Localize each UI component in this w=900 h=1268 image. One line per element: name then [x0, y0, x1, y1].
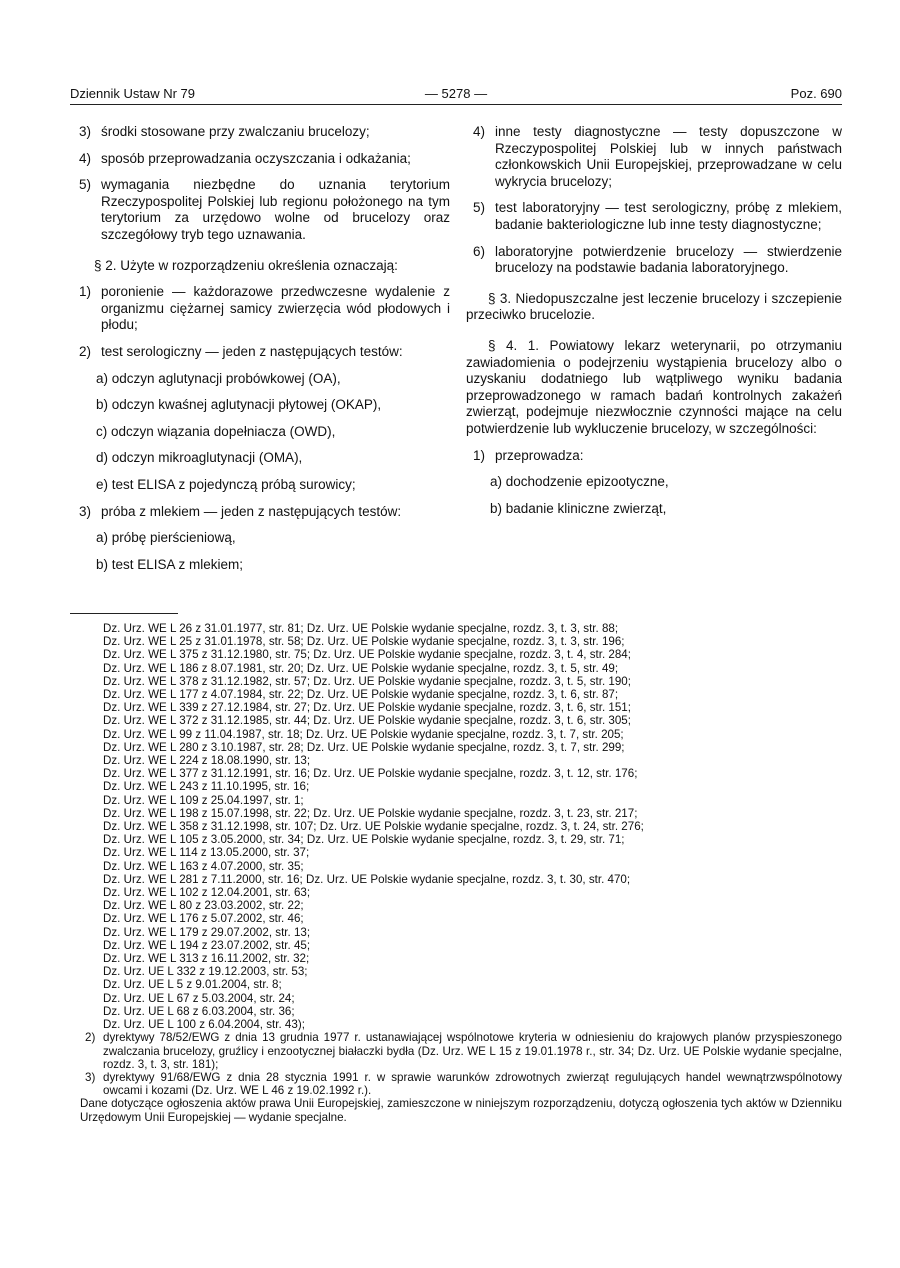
item-text: test laboratoryjny — test serologiczny, próbę z mlekiem, badanie bakteriologiczne lub inne testy diagnostyczne;	[495, 200, 842, 232]
footnote-3	[80, 1071, 842, 1097]
citation-line: Dz. Urz. WE L 109 z 25.04.1997, str. 1;	[103, 793, 304, 807]
page-number: — 5278 —	[424, 86, 488, 101]
item-number: 3)	[79, 503, 92, 519]
citation-line: Dz. Urz. WE L 375 z 31.12.1980, str. 75; Dz. Urz. UE Polskie wydanie specjalne, rozdz. 3, t. 4, str. 284;	[103, 648, 631, 662]
item-text: sposób przeprowadzania oczyszczania i odkażania;	[101, 150, 411, 166]
item-text: inne testy diagnostyczne — testy dopuszczone w Rzeczypospolitej Polskiej lub w innych państwach członkowskich Unii Europejskiej, przeprowadzane w celu wykrycia brucelozy;	[495, 124, 842, 189]
citation-line: Dz. Urz. WE L 99 z 11.04.1987, str. 18; Dz. Urz. UE Polskie wydanie specjalne, rozdz. 3, t. 7, str. 205;	[103, 727, 624, 741]
citation-line: Dz. Urz. UE L 100 z 6.04.2004, str. 43);	[103, 1018, 305, 1032]
sub-item: a) odczyn aglutynacji probówkowej (OA),	[96, 370, 341, 386]
citation-line: Dz. Urz. UE L 67 z 5.03.2004, str. 24;	[103, 991, 295, 1005]
citation-line: Dz. Urz. WE L 224 z 18.08.1990, str. 13;	[103, 754, 311, 768]
list-item	[72, 151, 450, 168]
item-text: poronienie — każdorazowe przedwczesne wydalenie z organizmu ciężarnej samicy zwierzęcia wód płodowych i płodu;	[101, 284, 450, 333]
list-item	[466, 448, 842, 465]
citation-line: Dz. Urz. WE L 179 z 29.07.2002, str. 13;	[103, 925, 311, 939]
citation-line: Dz. Urz. WE L 105 z 3.05.2000, str. 34; Dz. Urz. UE Polskie wydanie specjalne, rozdz. 3, t. 29, str. 71;	[103, 833, 625, 847]
citation-line: Dz. Urz. WE L 186 z 8.07.1981, str. 20; Dz. Urz. UE Polskie wydanie specjalne, rozdz. 3, t. 5, str. 49;	[103, 661, 619, 675]
item-text: przeprowadza:	[495, 447, 584, 463]
item-number: 4)	[473, 124, 486, 139]
citation-line: Dz. Urz. WE L 243 z 11.10.1995, str. 16;	[103, 780, 310, 794]
item-text: środki stosowane przy zwalczaniu brucelozy;	[101, 124, 370, 139]
section-paragraph-2: § 2. Użyte w rozporządzeniu określenia oznaczają:	[94, 257, 398, 273]
citation-line: Dz. Urz. WE L 114 z 13.05.2000, str. 37;	[103, 846, 310, 860]
header-rule	[70, 104, 842, 105]
item-text: próba z mlekiem — jeden z następujących testów:	[101, 503, 402, 519]
citation-line: Dz. Urz. UE L 5 z 9.01.2004, str. 8;	[103, 978, 282, 992]
citation-line: Dz. Urz. WE L 26 z 31.01.1977, str. 81; Dz. Urz. UE Polskie wydanie specjalne, rozdz. 3, t. 3, str. 88;	[103, 622, 619, 635]
journal-title: Dziennik Ustaw Nr 79	[70, 86, 195, 101]
sub-item: a) dochodzenie epizootyczne,	[490, 474, 669, 490]
item-text: wymagania niezbędne do uznania terytorium Rzeczypospolitej Polskiej lub regionu położonego na tym terytorium za urzędowo wolne od brucelozy oraz szczegółowy tryb tego uznawania.	[101, 177, 450, 242]
right-column	[466, 124, 842, 527]
citation-line: Dz. Urz. WE L 198 z 15.07.1998, str. 22; Dz. Urz. UE Polskie wydanie specjalne, rozdz. 3, t. 23, str. 217;	[103, 806, 638, 820]
citation-line: Dz. Urz. UE L 332 z 19.12.2003, str. 53;	[103, 965, 308, 979]
sub-item: a) próbę pierścieniową,	[96, 530, 236, 546]
citation-line: Dz. Urz. WE L 378 z 31.12.1982, str. 57; Dz. Urz. UE Polskie wydanie specjalne, rozdz. 3, t. 5, str. 190;	[103, 674, 631, 688]
citation-line: Dz. Urz. WE L 163 z 4.07.2000, str. 35;	[103, 859, 304, 873]
publication-note: Dane dotyczące ogłoszenia aktów prawa Unii Europejskiej, zamieszczone w niniejszym rozporządzeniu, dotyczą ogłoszenia tych aktów w Dzienniku Urzędowym Unii Europejskiej — wydanie specjalne.	[80, 1097, 842, 1124]
position-number: Poz. 690	[790, 86, 842, 101]
citation-line: Dz. Urz. WE L 102 z 12.04.2001, str. 63;	[103, 886, 311, 900]
item-number: 6)	[473, 243, 486, 259]
footnote-number: 3)	[85, 1070, 96, 1084]
item-number: 1)	[79, 284, 92, 300]
citation-line: Dz. Urz. WE L 313 z 16.11.2002, str. 32;	[103, 952, 310, 966]
section-paragraph-3: § 3. Niedopuszczalne jest leczenie brucelozy i szczepienie przeciwko brucelozie.	[466, 290, 842, 323]
list-item	[72, 177, 450, 243]
citation-line: Dz. Urz. WE L 80 z 23.03.2002, str. 22;	[103, 899, 304, 913]
section-paragraph-4: § 4. 1. Powiatowy lekarz weterynarii, po otrzymaniu zawiadomienia o podejrzeniu wystąpienia brucelozy albo o uzyskaniu dodatniego lub wątpliwego wyniku badania przeprowadzonego w ramach badań kontrolnych zakażeń zwierząt, podejmuje niezwłocznie czynności mające na celu potwierdzenie lub wykluczenie brucelozy, w szczególności:	[466, 337, 842, 436]
sub-item: b) odczyn kwaśnej aglutynacji płytowej (OKAP),	[96, 397, 382, 413]
sub-item: e) test ELISA z pojedynczą próbą surowicy;	[96, 476, 356, 492]
list-item	[72, 124, 450, 141]
footnote-text: dyrektywy 78/52/EWG z dnia 13 grudnia 1977 r. ustanawiającej wspólnotowe kryteria w odniesieniu do krajowych planów przyspieszonego zwalczania brucelozy, gruźlicy i enzootycznej białaczki bydła (Dz. Urz. WE L 15 z 19.01.1978 r., str. 34; Dz. Urz. UE Polskie wydanie specjalne, rozdz. 3, t. 3, str. 181);	[103, 1031, 842, 1071]
footnote-text: dyrektywy 91/68/EWG z dnia 28 stycznia 1991 r. w sprawie warunków zdrowotnych zwierząt regulujących handel wewnątrzwspólnotowy owcami i kozami (Dz. Urz. WE L 46 z 19.02.1992 r.).	[103, 1070, 842, 1098]
citation-line: Dz. Urz. WE L 194 z 23.07.2002, str. 45;	[103, 938, 311, 952]
footnotes	[80, 622, 842, 1124]
citation-line: Dz. Urz. WE L 280 z 3.10.1987, str. 28; Dz. Urz. UE Polskie wydanie specjalne, rozdz. 3, t. 7, str. 299;	[103, 740, 625, 754]
item-number: 4)	[79, 150, 92, 166]
citation-list	[80, 622, 842, 1031]
definition-item	[466, 124, 842, 190]
definition-item	[72, 504, 450, 521]
item-text: laboratoryjne potwierdzenie brucelozy — stwierdzenie brucelozy na podstawie badania laboratoryjnego.	[495, 243, 842, 276]
citation-line: Dz. Urz. WE L 177 z 4.07.1984, str. 22; Dz. Urz. UE Polskie wydanie specjalne, rozdz. 3, t. 6, str. 87;	[103, 688, 619, 702]
citation-line: Dz. Urz. WE L 377 z 31.12.1991, str. 16; Dz. Urz. UE Polskie wydanie specjalne, rozdz. 3, t. 12, str. 176;	[103, 767, 638, 781]
item-number: 1)	[473, 447, 486, 463]
citation-line: Dz. Urz. WE L 176 z 5.07.2002, str. 46;	[103, 912, 304, 926]
sub-item: c) odczyn wiązania dopełniacza (OWD),	[96, 423, 336, 439]
definition-item	[466, 244, 842, 277]
item-text: test serologiczny — jeden z następujących testów:	[101, 343, 403, 359]
citation-line: Dz. Urz. WE L 358 z 31.12.1998, str. 107; Dz. Urz. UE Polskie wydanie specjalne, rozdz. 3, t. 24, str. 276;	[103, 820, 644, 834]
citation-line: Dz. Urz. WE L 281 z 7.11.2000, str. 16; Dz. Urz. UE Polskie wydanie specjalne, rozdz. 3, t. 30, str. 470;	[103, 872, 631, 886]
citation-line: Dz. Urz. WE L 372 z 31.12.1985, str. 44; Dz. Urz. UE Polskie wydanie specjalne, rozdz. 3, t. 6, str. 305;	[103, 714, 631, 728]
left-column	[72, 124, 450, 583]
citation-line: Dz. Urz. UE L 68 z 6.03.2004, str. 36;	[103, 1004, 295, 1018]
footnote-2	[80, 1031, 842, 1071]
sub-item: d) odczyn mikroaglutynacji (OMA),	[96, 450, 303, 466]
footnote-number: 2)	[85, 1031, 96, 1045]
citation-line: Dz. Urz. WE L 25 z 31.01.1978, str. 58; Dz. Urz. UE Polskie wydanie specjalne, rozdz. 3, t. 3, str. 196;	[103, 635, 625, 649]
definition-item	[72, 344, 450, 361]
citation-line: Dz. Urz. WE L 339 z 27.12.1984, str. 27; Dz. Urz. UE Polskie wydanie specjalne, rozdz. 3, t. 6, str. 151;	[103, 701, 631, 715]
sub-item: b) test ELISA z mlekiem;	[96, 556, 244, 572]
sub-item: b) badanie kliniczne zwierząt,	[490, 500, 667, 516]
definition-item	[466, 200, 842, 233]
definition-item	[72, 284, 450, 334]
item-number: 5)	[79, 177, 92, 193]
item-number: 5)	[473, 200, 486, 216]
item-number: 3)	[79, 124, 92, 139]
item-number: 2)	[79, 343, 92, 359]
footnote-rule	[70, 613, 178, 614]
